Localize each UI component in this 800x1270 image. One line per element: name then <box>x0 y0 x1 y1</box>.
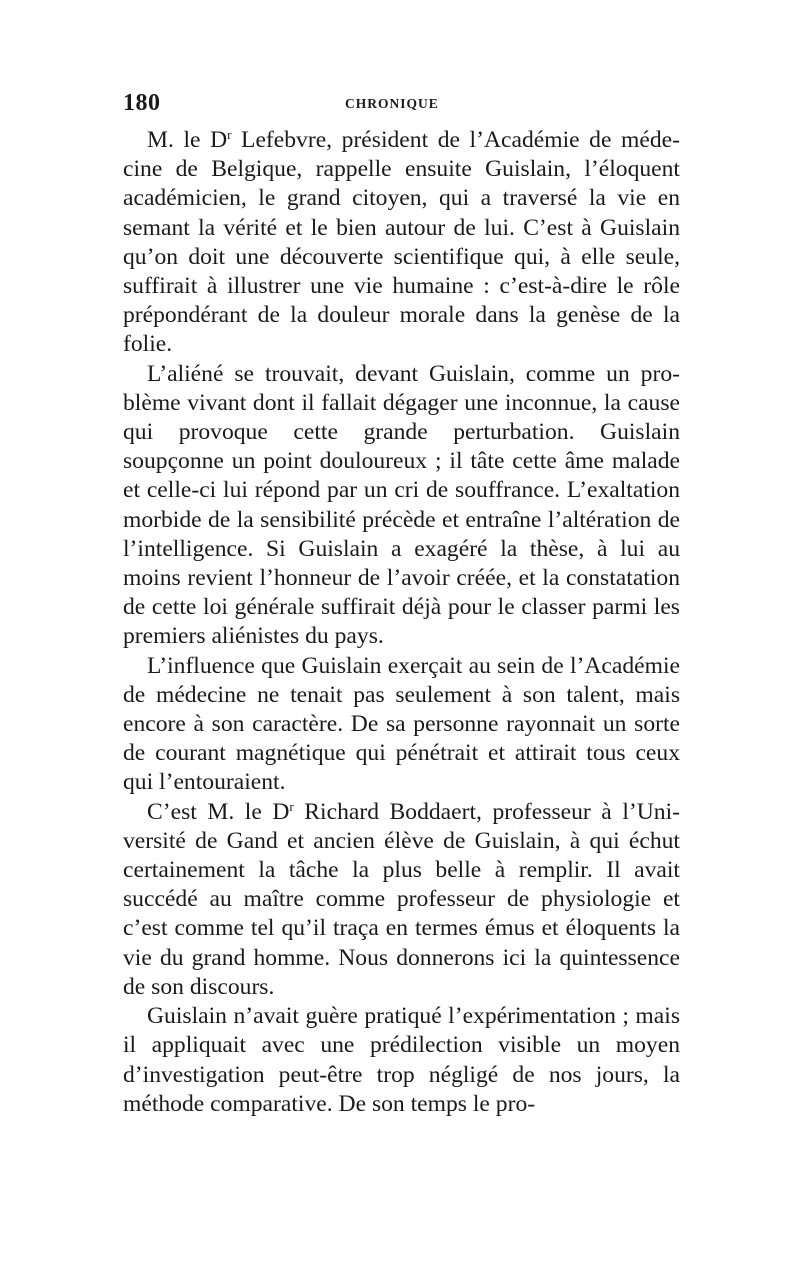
paragraph-1-rest: Lefebvre, président de l’Académie de médecine de Belgique, rappelle ensuite Guislain, l’éloquent académicien, le grand citoyen, qui a traversé la vie en semant la vérité et le bien autour de lui. C’est à Guislain qu’on doit une découverte scientifique qui, à elle seule, suffirait à illustrer une vie humaine : c’est-à-dire le rôle prépondérant de la douleur morale dans la genèse de la folie. <box>123 127 680 358</box>
book-page <box>123 88 680 1119</box>
paragraph-1-start: M. le D <box>147 127 228 153</box>
paragraph-1-superscript: r <box>227 127 232 142</box>
body-text <box>123 126 680 1119</box>
paragraph-5: Guislain n’avait guère pratiqué l’expérimentation ; mais il appliquait avec une prédilection visible un moyen d’investigation peut-être trop négligé de nos jours, la méthode comparative. De son temps le pro- <box>123 1003 680 1117</box>
paragraph-3: L’influence que Guislain exerçait au sein de l’Académie de médecine ne tenait pas seulement à son talent, mais encore à son caractère. De sa personne rayonnait un sorte de courant magnétique qui pénétrait et attirait tous ceux qui l’entouraient. <box>123 652 680 796</box>
page-header <box>123 88 680 126</box>
paragraph-2: L’aliéné se trouvait, devant Guislain, comme un problème vivant dont il fallait dégager une inconnue, la cause qui provoque cette grande perturbation. Guislain soupçonne un point douloureux ; il tâte cette âme malade et celle-ci lui répond par un cri de souffrance. L’exaltation morbide de la sensibilité précède et entraîne l’altération de l’intelligence. Si Guislain a exagéré la thèse, à lui au moins revient l’honneur de l’avoir créée, et la constatation de cette loi générale suffirait déjà pour le classer parmi les premiers aliénistes du pays. <box>123 360 680 650</box>
paragraph-1 <box>123 126 680 360</box>
paragraph-4 <box>123 798 680 1002</box>
paragraph-4-start: C’est M. le D <box>147 798 290 825</box>
paragraph-4-superscript: r <box>289 798 294 814</box>
running-title: CHRONIQUE <box>345 96 439 111</box>
paragraph-4-rest: Richard Boddaert, professeur à l’Université de Gand et ancien élève de Guislain, à qui échut certainement la tâche la plus belle à remplir. Il avait succédé au maître comme professeur de physiologie et c’est comme tel qu’il traça en termes émus et éloquents la vie du grand homme. Nous donnerons ici la quintessence de son discours. <box>123 798 680 1000</box>
page-number: 180 <box>123 90 161 116</box>
